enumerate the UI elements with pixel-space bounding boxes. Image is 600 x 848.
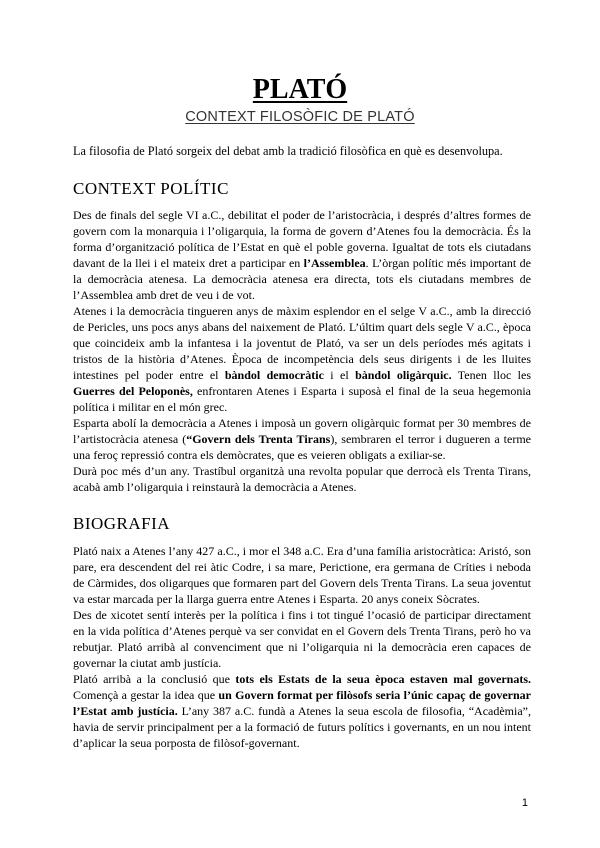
- text-run: Plató naix a Atenes l’any 427 a.C., i mor el 348 a.C. Era d’una família aristocràtica: Aristó, son pare, era descendent del rei àtic Codre, i sa mare, Perictione, era germana de Críties i neboda de Càrmides, dos oligarques que formaren part del Govern dels Trenta Tirans. La seua joventut va estar marcada per la llarga guerra entre Atenes i Esparta. 20 anys coneix Sòcrates.: [73, 544, 531, 606]
- paragraph: [73, 543, 531, 607]
- text-run: ), sembraren el terror i dugueren a terme una feroç repressió contra els demòcrates, que es veieren obligats a exiliar-se.: [73, 432, 532, 462]
- bold-text: bàndol oligàrquic.: [355, 368, 452, 382]
- page-title: PLATÓ: [252, 74, 348, 105]
- paragraph: [73, 607, 531, 671]
- bold-text: tots els Estats de la seua època estaven mal governats.: [235, 672, 531, 686]
- section-heading-biografia: BIOGRAFIA: [73, 514, 171, 533]
- text-run: Començà a gestar la idea que: [73, 688, 219, 702]
- text-run: Des de xicotet sentí interès per la política i fins i tot tingué l’ocasió de participar directament en la vida política d’Atenes perquè va ser convidat en el Govern dels Trenta Tirans, però ho va rebutjar. Plató arribà al convenciment que ni l’oligarquia ni la democràcia eren capaces de governar la ciutat amb justícia.: [73, 608, 531, 670]
- paragraph: [73, 463, 531, 495]
- text-run: Durà poc més d’un any. Trastíbul organitzà una revolta popular que derrocà els Trenta Tirans, acabà amb l’oligarquia i reinstaurà la democràcia a Atenes.: [73, 464, 531, 494]
- intro-paragraph: La filosofia de Plató sorgeix del debat amb la tradició filosòfica en què es desenvolupa.: [73, 144, 503, 158]
- paragraph: [73, 207, 531, 303]
- page-number: 1: [521, 797, 528, 809]
- bold-text: l’Assemblea: [303, 256, 366, 270]
- section-body-context-politic: [73, 207, 531, 495]
- bold-text: Guerres del Peloponès,: [73, 384, 193, 398]
- text-run: enfrontaren Atenes i Esparta i suposà el final de la seua hegemonia política i militar en el món grec.: [73, 384, 532, 414]
- text-run: Atenes i la democràcia tingueren anys de màxim esplendor en el selge V a.C., amb la direcció de Pericles, uns pocs anys abans del naixement de Plató. L’últim quart dels segle V a.C., època que coincideix amb la infantesa i la joventut de Plató, va ser un dels períodes més agitats i tristos de la història d’Atenes. Època de incompetència dels seus dirigents i de les lluites intestines pel poder entre el: [73, 304, 531, 382]
- paragraph: [73, 303, 531, 415]
- section-body-biografia: [73, 543, 531, 751]
- paragraph: [73, 671, 531, 751]
- text-run: L’any 387 a.C. fundà a Atenes la seua escola de filosofia, “Acadèmia”, havia de servir principalment per a la formació de futurs polítics i governants, en un nou intent d’aplicar la seua porposta de filòsof-governant.: [73, 704, 531, 750]
- bold-text: “Govern dels Trenta Tirans: [186, 432, 331, 446]
- text-run: Plató arribà a la conclusió que: [73, 672, 236, 686]
- section-heading-context-politic: CONTEXT POLÍTIC: [73, 179, 229, 198]
- page-subtitle: CONTEXT FILOSÒFIC DE PLATÓ: [185, 109, 415, 125]
- text-run: Tenen lloc les: [451, 368, 532, 382]
- text-run: . L’òrgan polític més important de la democràcia atenesa. La democràcia atenesa era directa, tots els ciutadans membres de l’Assemblea amb dret de veu i de vot.: [73, 256, 531, 302]
- text-run: Des de finals del segle VI a.C., debilitat el poder de l’aristocràcia, i després d’altres formes de govern com la monarquia i l’oligarquia, la forma de govern d’Atenes fou la democràcia. És la forma d’organització política de l’Estat en què el poble governa. Igualtat de tots els ciutadans davant de la llei i el mateix dret a participar en: [73, 208, 531, 270]
- bold-text: un Govern format per filòsofs seria l’únic capaç de governar l’Estat amb justícia.: [73, 688, 531, 718]
- paragraph: [73, 415, 531, 463]
- bold-text: bàndol democràtic: [224, 368, 324, 382]
- text-run: i el: [323, 368, 356, 382]
- text-run: Esparta abolí la democràcia a Atenes i imposà un govern oligàrquic format per 30 membres de l’artistocràcia atenesa (: [73, 416, 531, 446]
